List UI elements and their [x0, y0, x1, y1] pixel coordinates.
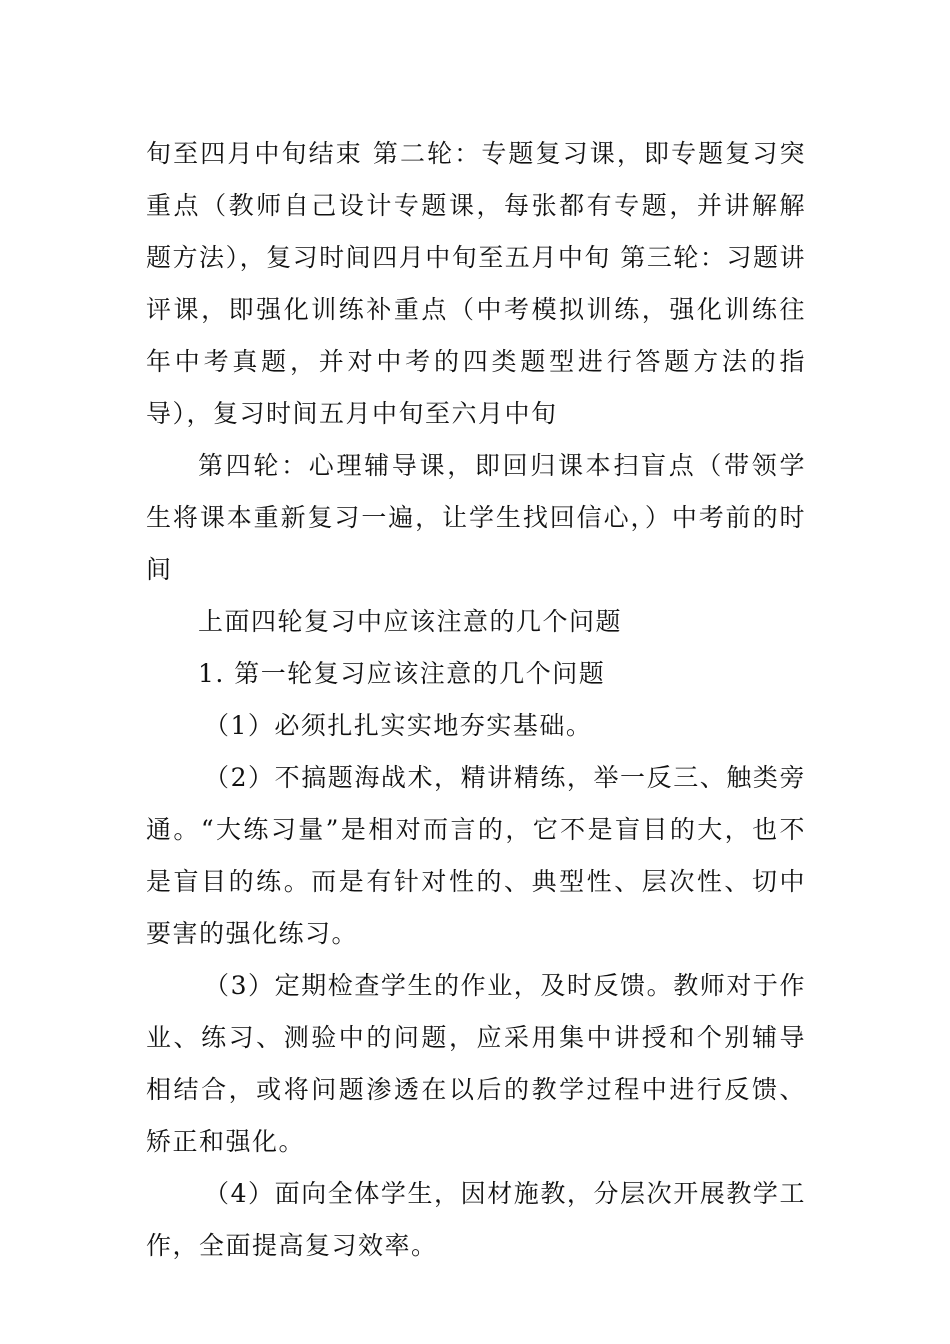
paragraph-review-rounds: 旬至四月中旬结束 第二轮：专题复习课，即专题复习突重点（教师自己设计专题课，每张都有专题，并讲解解题方法），复习时间四月中旬至五月中旬 第三轮：习题讲评课，即强化训练补重点（中考模拟训练，强化训练往年中考真题，并对中考的四类题型进行答题方法的指导），复习时间五月中旬至六月中旬 [146, 139, 806, 428]
list-item-1: （1）必须扎扎实实地夯实基础。 [204, 711, 593, 740]
list-item-4: （4）面向全体学生，因材施教，分层次开展教学工作，全面提高复习效率。 [146, 1179, 806, 1260]
paragraph-first-round-issues: 1. 第一轮复习应该注意的几个问题 [198, 659, 606, 688]
paragraph-fourth-round: 第四轮：心理辅导课，即回归课本扫盲点（带领学生将课本重新复习一遍，让学生找回信心，）中考前的时间 [146, 451, 806, 584]
list-item-3: （3）定期检查学生的作业，及时反馈。教师对于作业、练习、测验中的问题，应采用集中讲授和个别辅导相结合，或将问题渗透在以后的教学过程中进行反馈、矫正和强化。 [146, 971, 806, 1156]
document-body [146, 128, 806, 1272]
paragraph-issues-heading: 上面四轮复习中应该注意的几个问题 [198, 607, 623, 636]
list-item-2: （2）不搞题海战术，精讲精练，举一反三、触类旁通。“大练习量”是相对而言的，它不是盲目的大，也不是盲目的练。而是有针对性的、典型性、层次性、切中要害的强化练习。 [146, 763, 806, 948]
